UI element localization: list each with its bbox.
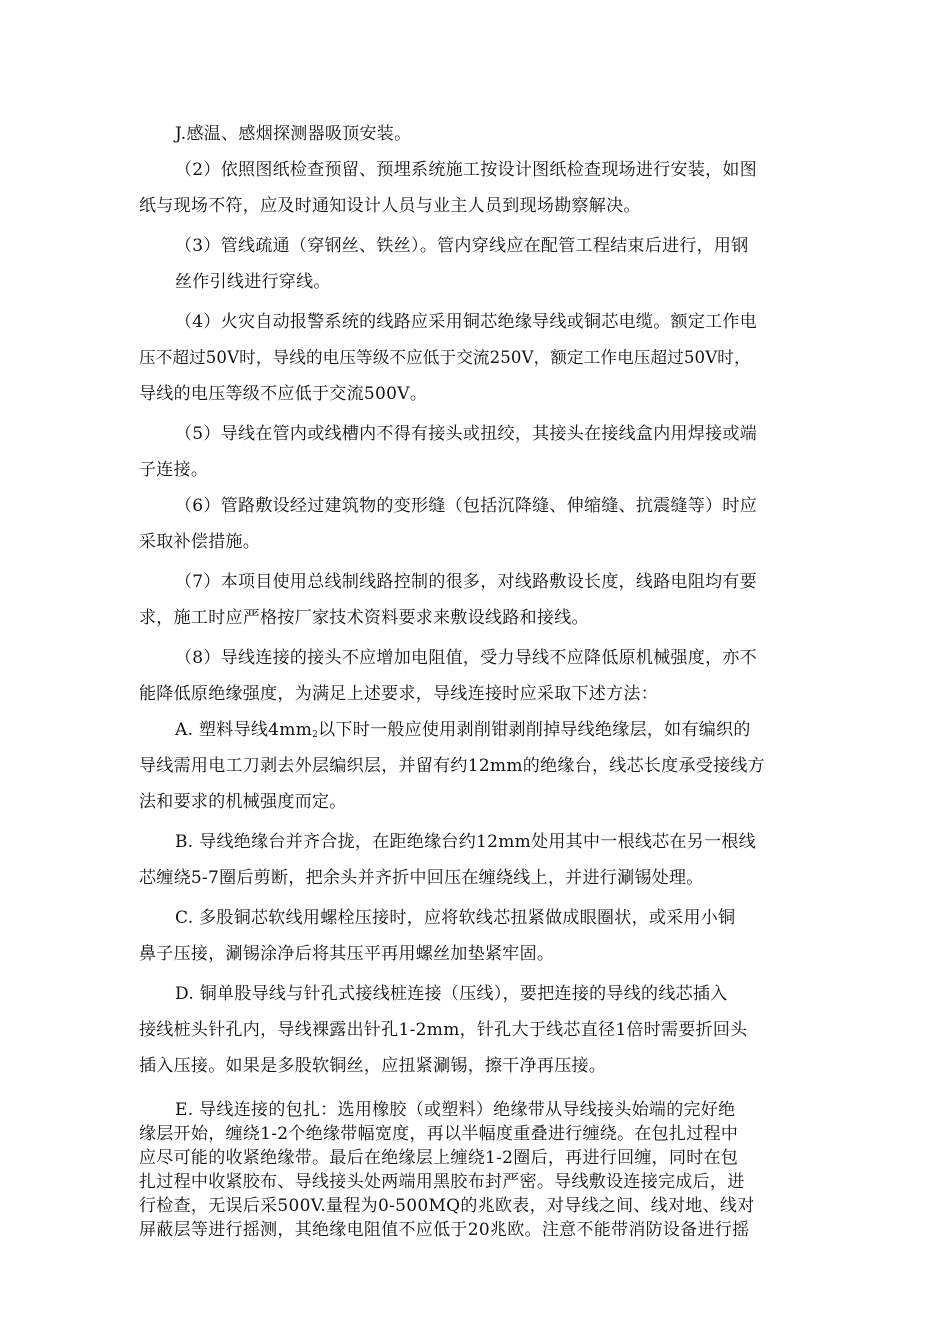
text-line: 插入压接。如果是多股软铜丝，应扭紧涮锡，擦干净再压接。 (139, 1056, 607, 1076)
item-a-rest: 以下时一般应使用剥削钳剥削掉导线绝缘层，如有编织的 (318, 720, 751, 740)
text-line: （4）火灾自动报警系统的线路应采用铜芯绝缘导线或铜芯电缆。额定工作电 (175, 312, 758, 332)
text-line: （3）管线疏通（穿钢丝、铁丝）。管内穿线应在配管工程结束后进行，用钢 (175, 236, 749, 256)
text-line: 子连接。 (139, 460, 209, 480)
text-line: 行检查，无误后采500V.量程为0-500MQ的兆欧表，对导线之间、线对地、线对 (139, 1196, 755, 1216)
text-line: 法和要求的机械强度而定。 (139, 792, 347, 812)
text-line: 纸与现场不符，应及时通知设计人员与业主人员到现场勘察解决。 (139, 196, 641, 216)
text-line: 导线的电压等级不应低于交流500V。 (139, 384, 428, 404)
text-line: C. 多股铜芯软线用螺栓压接时，应将软线芯扭紧做成眼圈状，或采用小铜 (175, 908, 736, 928)
text-line: 压不超过50V时，导线的电压等级不应低于交流250V，额定工作电压超过50V时， (139, 348, 751, 367)
text-line: 芯缠绕5-7圈后剪断，把余头并齐折中回压在缠绕线上，并进行涮锡处理。 (139, 868, 704, 888)
text-line: B. 导线绝缘台并齐合拢，在距绝缘台约12mm处用其中一根线芯在另一根线 (175, 832, 756, 852)
item-a-lead: A. 塑料导线4mm (175, 720, 313, 740)
text-line: 屏蔽层等进行摇测，其绝缘电阻值不应低于20兆欧。注意不能带消防设备进行摇 (139, 1220, 750, 1240)
text-line: （6）管路敷设经过建筑物的变形缝（包括沉降缝、伸缩缝、抗震缝等）时应 (175, 496, 758, 516)
text-line: 扎过程中收紧胶布、导线接头处两端用黑胶布封严密。导线敷设连接完成后，进 (139, 1172, 745, 1192)
superscript-two: 2 (312, 730, 319, 740)
text-line: 丝作引线进行穿线。 (175, 272, 331, 292)
text-line: 缘层开始，缠绕1-2个绝缘带幅宽度，再以半幅度重叠进行缠绕。在包扎过程中 (139, 1124, 739, 1144)
text-line: 鼻子压接，涮锡涂净后将其压平再用螺丝加垫紧牢固。 (139, 944, 555, 964)
text-line: 应尽可能的收紧绝缘带。最后在绝缘层上缠绕1-2圈后，再进行回缠，同时在包 (139, 1148, 739, 1168)
text-line: J.感温、感烟探测器吸顶安装。 (175, 124, 412, 144)
text-line: （8）导线连接的接头不应增加电阻值，受力导线不应降低原机械强度，亦不 (175, 648, 758, 668)
text-line: 接线桩头针孔内，导线裸露出针孔1-2mm，针孔大于线芯直径1倍时需要折回头 (139, 1020, 748, 1040)
text-line: （7）本项目使用总线制线路控制的很多，对线路敷设长度，线路电阻均有要 (175, 572, 758, 592)
text-line: 采取补偿措施。 (139, 532, 261, 552)
text-line: E. 导线连接的包扎：选用橡胶（或塑料）绝缘带从导线接头始端的完好绝 (175, 1100, 736, 1120)
text-line: （2）依照图纸检查预留、预埋系统施工按设计图纸检查现场进行安装，如图 (175, 160, 758, 180)
text-line: 求，施工时应严格按厂家技术资料要求来敷设线路和接线。 (139, 608, 589, 628)
text-line: （5）导线在管内或线槽内不得有接头或扭绞，其接头在接线盒内用焊接或端 (175, 424, 758, 444)
text-line: 导线需用电工刀剥去外层编织层，并留有约12mm的绝缘台，线芯长度承受接线方 (139, 756, 765, 776)
text-line: D. 铜单股导线与针孔式接线桩连接（压线），要把连接的导线的线芯插入 (175, 984, 728, 1004)
text-line: 能降低原绝缘强度，为满足上述要求，导线连接时应采取下述方法： (139, 684, 658, 704)
text-line (175, 720, 751, 745)
